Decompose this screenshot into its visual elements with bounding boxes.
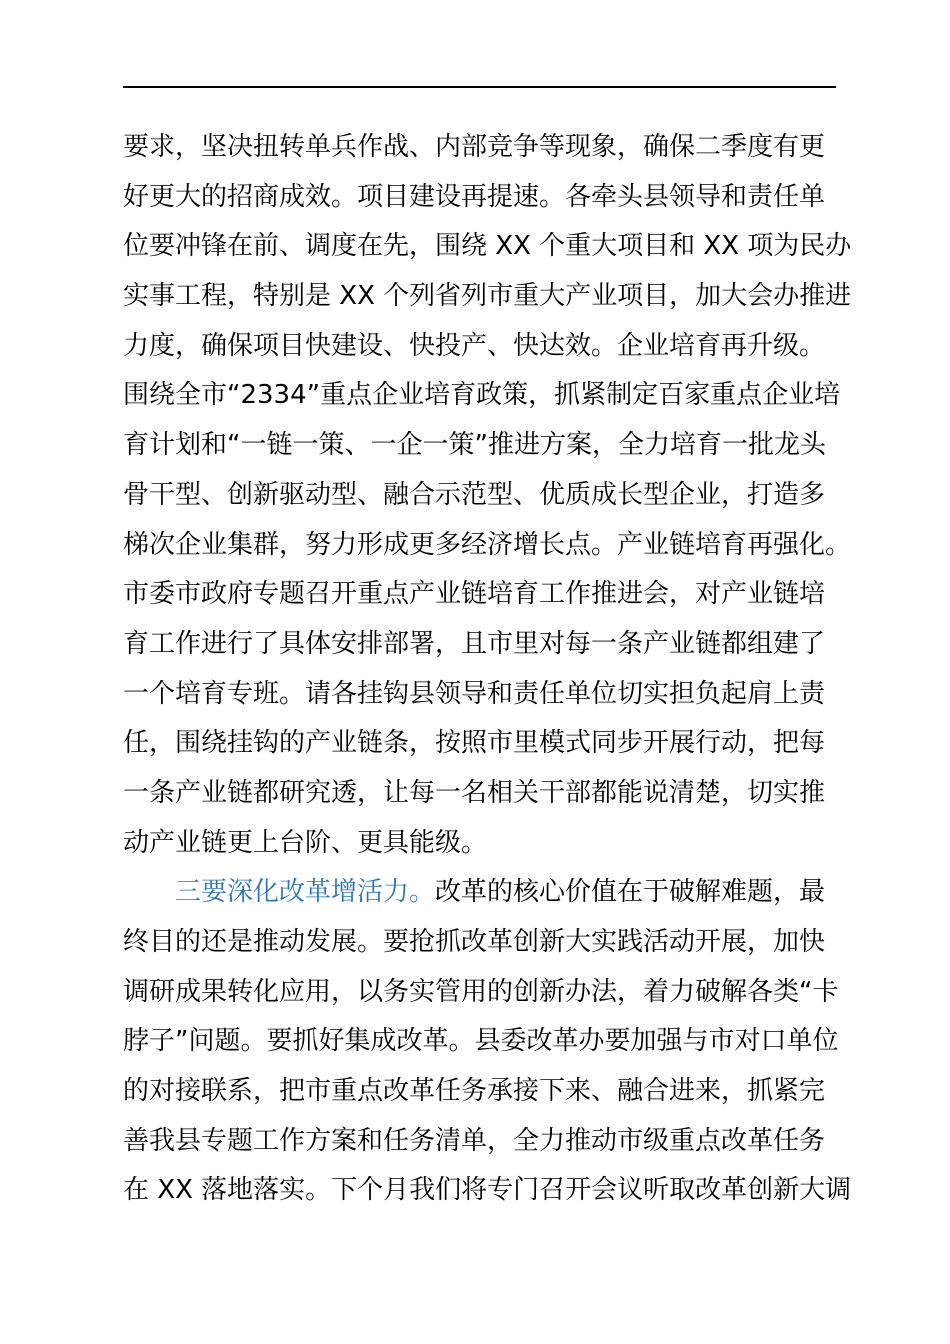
body-line: 实事工程，特别是 XX 个列省列市重大产业项目，加大会办推进 <box>123 281 852 312</box>
section-3-heading: 三要深化改革增活力。 <box>175 877 436 908</box>
body-line: 梯次企业集群，努力形成更多经济增长点。产业链培育再强化。 <box>123 529 852 560</box>
body-line: 调研成果转化应用，以务实管用的创新办法，着力破解各类“卡 <box>123 976 839 1007</box>
body-line: 围绕全市“2334”重点企业培育政策，抓紧制定百家重点企业培 <box>123 380 841 411</box>
body-line: 要求，坚决扭转单兵作战、内部竞争等现象，确保二季度有更 <box>123 132 826 162</box>
body-line: 终目的还是推动发展。要抢抓改革创新大实践活动开展，加快 <box>123 927 826 957</box>
body-line: 善我县专题工作方案和任务清单，全力推动市级重点改革任务 <box>123 1125 826 1156</box>
body-line: 一条产业链都研究透，让每一名相关干部都能说清楚，切实推 <box>123 777 826 808</box>
document-body <box>123 123 852 1216</box>
body-line: 一个培育专班。请各挂钩县领导和责任单位切实担负起肩上责 <box>123 678 826 709</box>
body-line: 脖子”问题。要抓好集成改革。县委改革办要加强与市对口单位 <box>123 1026 839 1057</box>
section-3-first-line <box>123 868 843 918</box>
section-3-first-line-text: 改革的核心价值在于破解难题，最 <box>435 877 826 908</box>
body-line: 市委市政府专题召开重点产业链培育工作推进会，对产业链培 <box>123 579 826 610</box>
body-line: 力度，确保项目快建设、快投产、快达效。企业培育再升级。 <box>123 330 826 361</box>
body-line: 动产业链更上台阶、更具能级。 <box>123 827 488 858</box>
body-line: 位要冲锋在前、调度在先，围绕 XX 个重大项目和 XX 项为民办 <box>123 231 852 262</box>
body-line: 好更大的招商成效。项目建设再提速。各牵头县领导和责任单 <box>123 181 826 212</box>
body-line: 骨干型、创新驱动型、融合示范型、优质成长型企业，打造多 <box>123 479 826 510</box>
body-line: 在 XX 落地落实。下个月我们将专门召开会议听取改革创新大调 <box>123 1175 852 1206</box>
body-line: 育计划和“一链一策、一企一策”推进方案，全力培育一批龙头 <box>123 430 826 461</box>
body-line: 的对接联系，把市重点改革任务承接下来、融合进来，抓紧完 <box>123 1076 826 1107</box>
header-rule <box>123 86 836 88</box>
body-line: 任，围绕挂钩的产业链条，按照市里模式同步开展行动，把每 <box>123 728 826 759</box>
body-line: 育工作进行了具体安排部署，且市里对每一条产业链都组建了 <box>123 628 826 659</box>
